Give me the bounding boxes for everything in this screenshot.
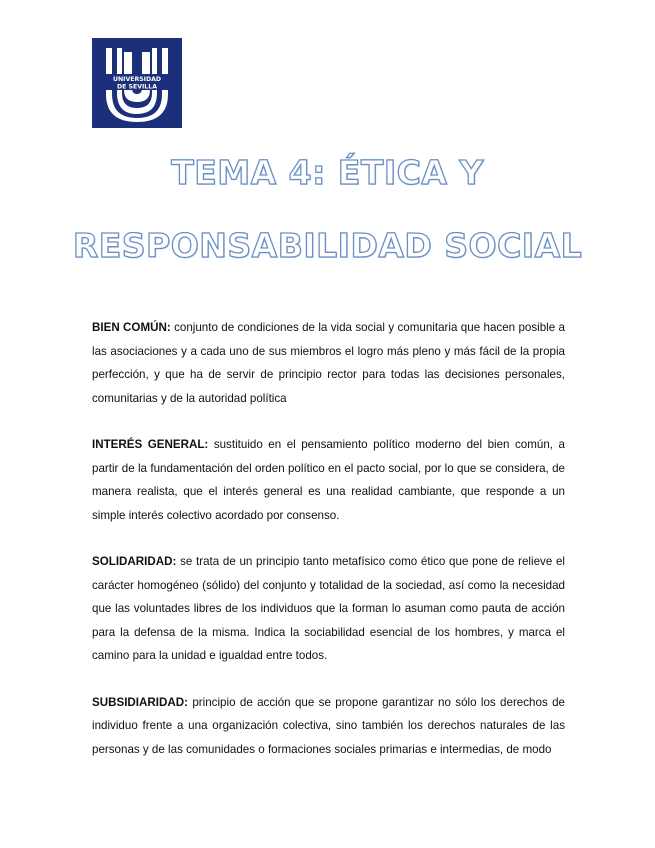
page-title-line2: RESPONSABILIDAD SOCIAL <box>72 226 583 265</box>
university-logo-icon <box>92 38 182 128</box>
definition-term: BIEN COMÚN: <box>92 321 171 334</box>
logo-text-line2: DE SEVILLA <box>117 83 157 91</box>
definition-text: se trata de un principio tanto metafísico como ético que pone de relieve el carácter homogéneo (sólido) del conjunto y totalidad de la sociedad, así como la necesidad que las voluntades libres de los individuos que la forman lo asuman como pauta de acción para la defensa de la misma. Indica la sociabilidad esencial de los hombres, y marca el camino para la unidad e igualdad entre todos. <box>92 555 565 662</box>
definition-interes-general <box>92 433 565 527</box>
definition-text: conjunto de condiciones de la vida social y comunitaria que hacen posible a las asociaciones y a cada uno de sus miembros el logro más pleno y más fácil de la propia perfección, y que ha de servir de principio rector para todas las decisiones personales, comunitarias y de la autoridad política <box>92 321 565 405</box>
definition-term: SUBSIDIARIDAD: <box>92 695 188 709</box>
page-title-line1: TEMA 4: ÉTICA Y <box>171 153 484 192</box>
definition-text: sustituido en el pensamiento político moderno del bien común, a partir de la fundamentación del orden político en el pacto social, por lo que se considera, de manera realista, que el interés general es una realidad cambiante, que responde a un simple interés colectivo acordado por consenso. <box>92 438 565 522</box>
logo-text-line1: UNIVERSIDAD <box>112 76 162 83</box>
definition-term: INTERÉS GENERAL: <box>92 438 209 451</box>
university-logo <box>92 38 182 128</box>
definition-term: SOLIDARIDAD: <box>92 555 177 568</box>
definition-bien-comun <box>92 316 565 410</box>
definition-solidaridad <box>92 550 565 668</box>
document-body <box>92 316 565 784</box>
definition-text: principio de acción que se propone garantizar no sólo los derechos de individuo frente a una organización colectiva, sino también los derechos naturales de las personas y de las comunidades o formaciones sociales primarias e intermedias, de modo <box>92 695 565 756</box>
definition-subsidiaridad <box>92 691 565 762</box>
